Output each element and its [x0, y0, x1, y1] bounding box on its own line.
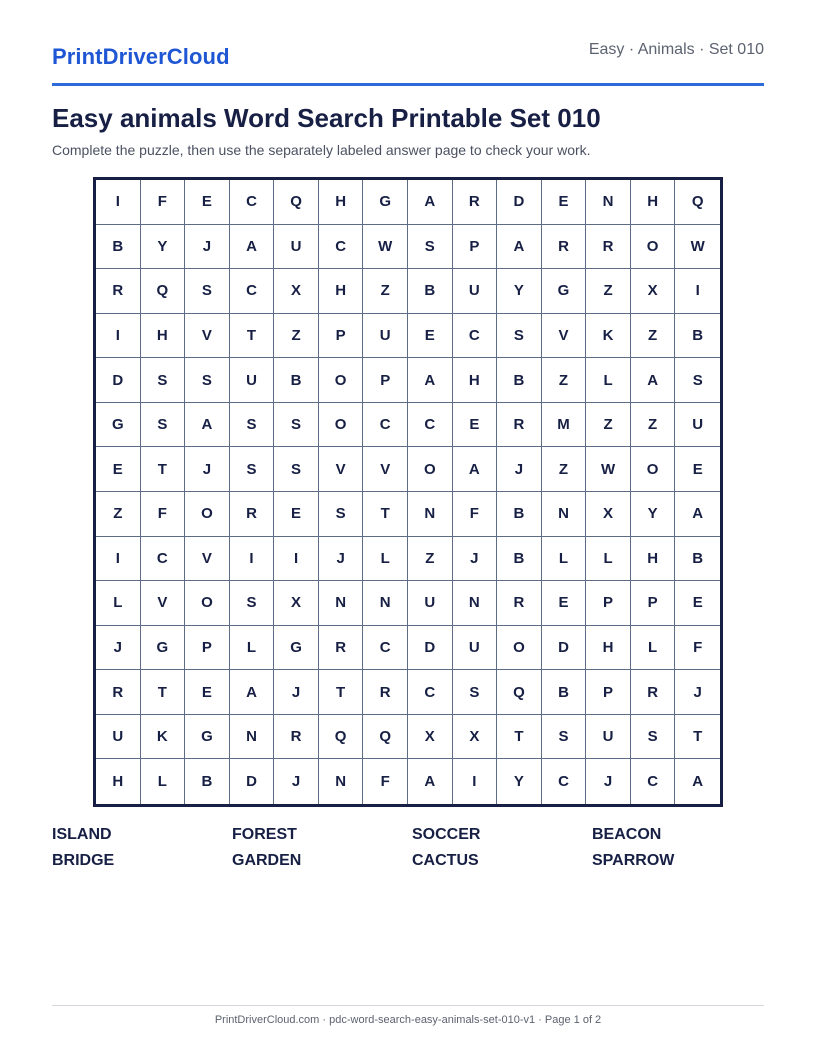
grid-cell: Z — [542, 358, 587, 403]
grid-cell: R — [586, 225, 631, 270]
grid-cell: S — [274, 403, 319, 448]
grid-cell: Z — [631, 314, 676, 359]
grid-cell: J — [586, 759, 631, 804]
grid-cell: S — [185, 358, 230, 403]
grid-cell: X — [274, 269, 319, 314]
grid-cell: V — [185, 314, 230, 359]
grid-cell: C — [230, 269, 275, 314]
grid-cell: G — [363, 180, 408, 225]
grid-cell: G — [185, 715, 230, 760]
grid-cell: A — [631, 358, 676, 403]
grid-cell: I — [274, 537, 319, 582]
breadcrumb: Easy · Animals · Set 010 — [588, 41, 764, 58]
word-list-item: CACTUS — [412, 852, 479, 869]
grid-cell: O — [408, 447, 453, 492]
grid-cell: R — [96, 670, 141, 715]
grid-cell: F — [363, 759, 408, 804]
grid-cell: U — [586, 715, 631, 760]
grid-cell: E — [675, 447, 720, 492]
grid-cell: J — [453, 537, 498, 582]
grid-cell: Z — [96, 492, 141, 537]
grid-cell: S — [185, 269, 230, 314]
grid-cell: H — [631, 180, 676, 225]
grid-cell: S — [141, 358, 186, 403]
grid-cell: Z — [586, 403, 631, 448]
grid-cell: J — [185, 225, 230, 270]
grid-cell: I — [675, 269, 720, 314]
grid-cell: B — [542, 670, 587, 715]
grid-cell: I — [230, 537, 275, 582]
grid-cell: C — [408, 670, 453, 715]
page-subtitle: Complete the puzzle, then use the separately labeled answer page to check your work. — [52, 142, 591, 158]
grid-cell: S — [141, 403, 186, 448]
grid-cell: Z — [363, 269, 408, 314]
grid-cell: G — [141, 626, 186, 671]
grid-cell: B — [274, 358, 319, 403]
grid-cell: R — [453, 180, 498, 225]
grid-cell: A — [675, 492, 720, 537]
grid-cell: U — [96, 715, 141, 760]
grid-cell: Q — [497, 670, 542, 715]
grid-cell: M — [542, 403, 587, 448]
grid-cell: L — [141, 759, 186, 804]
grid-cell: S — [274, 447, 319, 492]
grid-cell: N — [586, 180, 631, 225]
grid-cell: L — [230, 626, 275, 671]
grid-cell: E — [274, 492, 319, 537]
grid-cell: Z — [542, 447, 587, 492]
grid-cell: R — [319, 626, 364, 671]
grid-cell: J — [274, 759, 319, 804]
grid-cell: T — [141, 670, 186, 715]
grid-cell: N — [319, 581, 364, 626]
grid-cell: J — [96, 626, 141, 671]
grid-cell: H — [631, 537, 676, 582]
grid-cell: L — [631, 626, 676, 671]
page-header — [52, 36, 764, 86]
grid-cell: C — [631, 759, 676, 804]
grid-cell: N — [408, 492, 453, 537]
grid-cell: H — [141, 314, 186, 359]
grid-cell: S — [319, 492, 364, 537]
grid-cell: P — [319, 314, 364, 359]
grid-cell: X — [408, 715, 453, 760]
grid-cell: N — [319, 759, 364, 804]
grid-cell: I — [96, 314, 141, 359]
grid-cell: U — [230, 358, 275, 403]
grid-cell: H — [586, 626, 631, 671]
grid-cell: W — [586, 447, 631, 492]
grid-cell: O — [185, 492, 230, 537]
grid-cell: R — [542, 225, 587, 270]
grid-cell: J — [319, 537, 364, 582]
grid-cell: Q — [363, 715, 408, 760]
grid-cell: C — [230, 180, 275, 225]
grid-cell: E — [408, 314, 453, 359]
page-footer: PrintDriverCloud.com · pdc-word-search-easy-animals-set-010-v1 · Page 1 of 2 — [214, 1014, 602, 1026]
grid-cell: L — [586, 537, 631, 582]
grid-cell: B — [497, 492, 542, 537]
grid-cell: D — [230, 759, 275, 804]
footer-divider — [52, 1005, 764, 1006]
grid-cell: C — [408, 403, 453, 448]
grid-cell: O — [631, 225, 676, 270]
grid-cell: B — [96, 225, 141, 270]
grid-cell: B — [675, 537, 720, 582]
grid-cell: L — [586, 358, 631, 403]
grid-cell: D — [542, 626, 587, 671]
grid-cell: G — [542, 269, 587, 314]
grid-cell: J — [185, 447, 230, 492]
grid-cell: S — [408, 225, 453, 270]
grid-cell: L — [96, 581, 141, 626]
grid-cell: Q — [141, 269, 186, 314]
grid-cell: A — [408, 358, 453, 403]
grid-cell: Y — [631, 492, 676, 537]
grid-cell: C — [363, 626, 408, 671]
grid-cell: U — [274, 225, 319, 270]
grid-cell: P — [363, 358, 408, 403]
grid-cell: T — [497, 715, 542, 760]
grid-cell: I — [96, 180, 141, 225]
grid-cell: E — [453, 403, 498, 448]
grid-cell: C — [319, 225, 364, 270]
grid-cell: Y — [141, 225, 186, 270]
grid-cell: S — [453, 670, 498, 715]
brand-logo[interactable]: PrintDriverCloud — [52, 44, 230, 69]
grid-cell: N — [453, 581, 498, 626]
grid-cell: P — [185, 626, 230, 671]
word-list — [52, 826, 764, 870]
grid-cell: S — [631, 715, 676, 760]
grid-cell: T — [319, 670, 364, 715]
grid-cell: C — [542, 759, 587, 804]
grid-cell: J — [274, 670, 319, 715]
grid-cell: H — [319, 180, 364, 225]
grid-cell: R — [274, 715, 319, 760]
grid-cell: V — [363, 447, 408, 492]
grid-cell: C — [453, 314, 498, 359]
word-list-item: ISLAND — [52, 826, 112, 843]
grid-cell: R — [96, 269, 141, 314]
grid-cell: S — [230, 581, 275, 626]
grid-cell: B — [497, 537, 542, 582]
grid-cell: U — [453, 269, 498, 314]
grid-cell: R — [230, 492, 275, 537]
grid-cell: F — [141, 180, 186, 225]
grid-cell: H — [319, 269, 364, 314]
grid-cell: K — [141, 715, 186, 760]
grid-cell: T — [363, 492, 408, 537]
grid-cell: B — [675, 314, 720, 359]
grid-cell: L — [363, 537, 408, 582]
grid-cell: S — [542, 715, 587, 760]
grid-cell: Z — [631, 403, 676, 448]
grid-cell: E — [542, 180, 587, 225]
grid-cell: B — [408, 269, 453, 314]
grid-cell: K — [586, 314, 631, 359]
grid-cell: E — [675, 581, 720, 626]
grid-cell: Z — [274, 314, 319, 359]
grid-cell: E — [185, 180, 230, 225]
grid-cell: U — [453, 626, 498, 671]
grid-cell: U — [408, 581, 453, 626]
grid-cell: I — [453, 759, 498, 804]
grid-cell: V — [319, 447, 364, 492]
grid-cell: S — [497, 314, 542, 359]
grid-cell: V — [141, 581, 186, 626]
grid-cell: L — [542, 537, 587, 582]
grid-cell: A — [408, 180, 453, 225]
grid-cell: I — [96, 537, 141, 582]
grid-cell: N — [230, 715, 275, 760]
grid-cell: R — [363, 670, 408, 715]
grid-cell: A — [692, 773, 704, 791]
grid-cell: W — [363, 225, 408, 270]
word-list-item: BRIDGE — [52, 852, 115, 869]
grid-cell: E — [185, 670, 230, 715]
grid-cell: V — [185, 537, 230, 582]
grid-cell: P — [586, 581, 631, 626]
grid-cell: X — [274, 581, 319, 626]
grid-cell: S — [230, 447, 275, 492]
grid-cell: Q — [274, 180, 319, 225]
grid-cell: E — [96, 447, 141, 492]
grid-cell: U — [675, 403, 720, 448]
word-list-item: GARDEN — [232, 852, 302, 869]
grid-cell: Q — [319, 715, 364, 760]
grid-cell: D — [96, 358, 141, 403]
grid-cell: D — [497, 180, 542, 225]
grid-cell: F — [675, 626, 720, 671]
grid-cell: F — [141, 492, 186, 537]
grid-cell: X — [453, 715, 498, 760]
grid-cell: G — [96, 403, 141, 448]
grid-cell: O — [319, 403, 364, 448]
grid-cell: R — [631, 670, 676, 715]
grid-cell: T — [141, 447, 186, 492]
grid-cell: X — [631, 269, 676, 314]
grid-cell: H — [96, 759, 141, 804]
grid-cell: F — [453, 492, 498, 537]
grid-cell: N — [542, 492, 587, 537]
word-list-item: SPARROW — [592, 852, 675, 869]
grid-cell: O — [631, 447, 676, 492]
grid-cell: D — [408, 626, 453, 671]
grid-cell: T — [230, 314, 275, 359]
grid-cell: S — [675, 358, 720, 403]
word-list-item: SOCCER — [412, 826, 481, 843]
page-title: Easy animals Word Search Printable Set 010 — [52, 103, 601, 133]
grid-cell: S — [230, 403, 275, 448]
grid-cell: Z — [408, 537, 453, 582]
grid-cell: A — [230, 225, 275, 270]
grid-cell: B — [185, 759, 230, 804]
word-list-item: BEACON — [592, 826, 662, 843]
grid-cell: G — [274, 626, 319, 671]
grid-cell: J — [675, 670, 720, 715]
grid-cell: P — [453, 225, 498, 270]
grid-cell: J — [497, 447, 542, 492]
grid-cell: H — [453, 358, 498, 403]
grid-cell: E — [542, 581, 587, 626]
grid-cell: X — [586, 492, 631, 537]
grid-cell: U — [363, 314, 408, 359]
grid-cell: Y — [497, 759, 542, 804]
word-search-grid — [93, 177, 723, 807]
grid-cell: Y — [497, 269, 542, 314]
grid-cell: A — [497, 225, 542, 270]
grid-cell: P — [586, 670, 631, 715]
grid-cell: A — [453, 447, 498, 492]
grid-cell: C — [141, 537, 186, 582]
grid-cell: R — [497, 581, 542, 626]
grid-cell: O — [185, 581, 230, 626]
grid-cell: O — [319, 358, 364, 403]
grid-cell: W — [675, 225, 720, 270]
grid-cell: P — [631, 581, 676, 626]
grid-cell: Q — [675, 180, 720, 225]
grid-cell: O — [497, 626, 542, 671]
word-list-item: FOREST — [232, 826, 297, 843]
grid-cell: V — [542, 314, 587, 359]
grid-cell: A — [230, 670, 275, 715]
grid-cell: N — [363, 581, 408, 626]
grid-cell: A — [185, 403, 230, 448]
grid-cell: Z — [586, 269, 631, 314]
grid-cell: R — [497, 403, 542, 448]
grid-cell: A — [408, 759, 453, 804]
grid-cell: T — [675, 715, 720, 760]
grid-cell: C — [363, 403, 408, 448]
grid-cell: B — [497, 358, 542, 403]
